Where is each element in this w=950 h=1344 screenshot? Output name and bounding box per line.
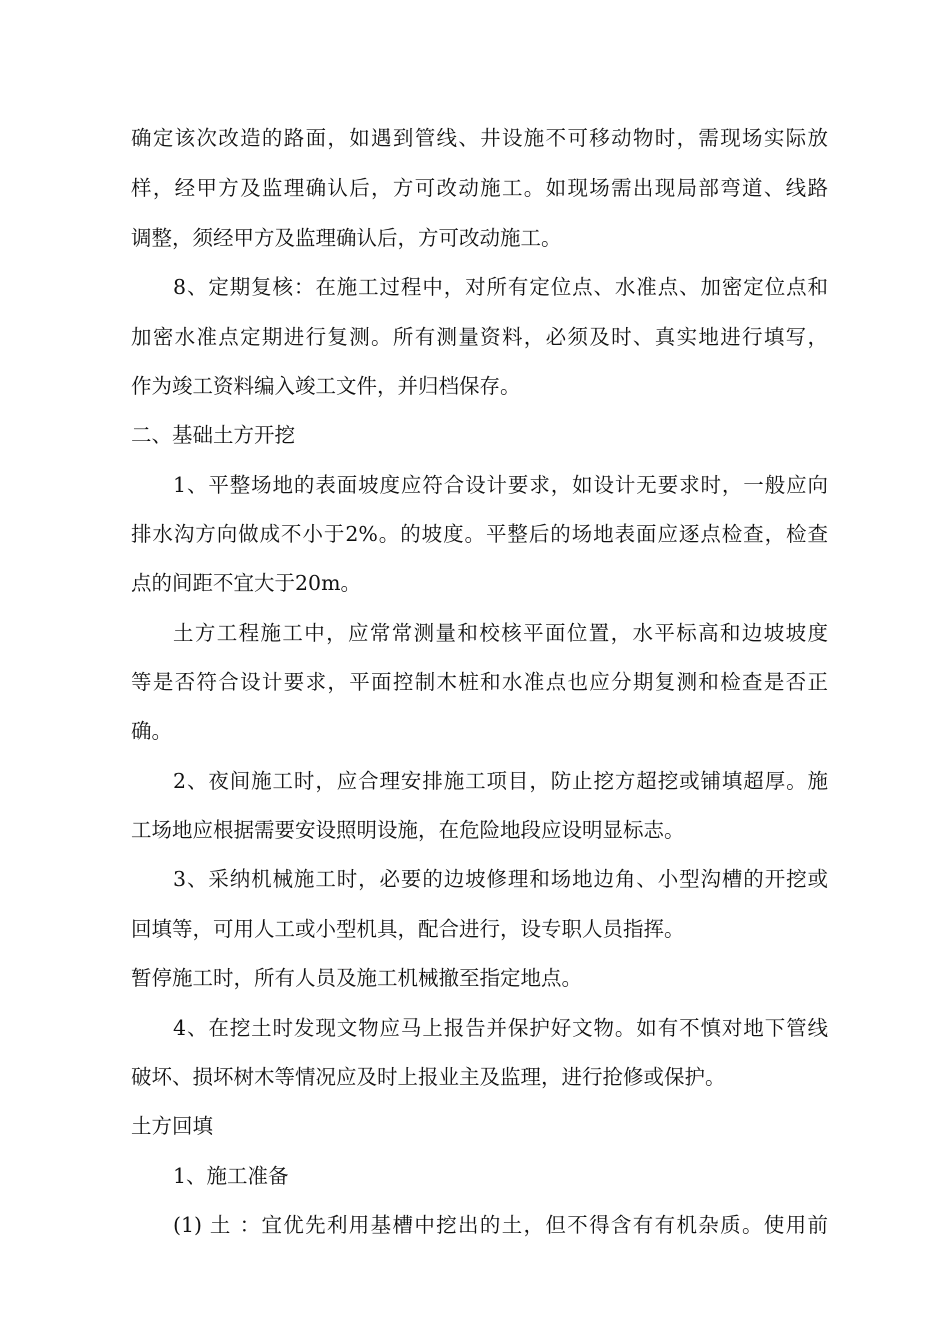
section-heading: 二、基础土方开挖 bbox=[131, 423, 295, 447]
text-line: 2、夜间施工时，应合理安排施工项目，防止挖方超挖或铺填超厚。施 bbox=[173, 769, 828, 793]
text-line: 调整，须经甲方及监理确认后，方可改动施工。 bbox=[131, 226, 562, 250]
text-line: 土方工程施工中，应常常测量和校核平面位置，水平标高和边坡坡度 bbox=[173, 621, 828, 645]
section-heading: 土方回填 bbox=[131, 1114, 213, 1138]
text-line: 确定该次改造的路面，如遇到管线、井设施不可移动物时，需现场实际放 bbox=[131, 126, 828, 150]
text-line: 工场地应根据需要安设照明设施，在危险地段应设明显标志。 bbox=[131, 818, 685, 842]
text-line: 1、平整场地的表面坡度应符合设计要求，如设计无要求时，一般应向 bbox=[173, 473, 828, 497]
text-line: 暂停施工时，所有人员及施工机械撤至指定地点。 bbox=[131, 966, 582, 990]
text-line: 回填等，可用人工或小型机具，配合进行，设专职人员指挥。 bbox=[131, 917, 685, 941]
text-line: 加密水准点定期进行复测。所有测量资料，必须及时、真实地进行填写， bbox=[131, 325, 828, 349]
text-line: 破坏、损坏树木等情况应及时上报业主及监理，进行抢修或保护。 bbox=[131, 1065, 726, 1089]
subsection-heading: 1、施工准备 bbox=[173, 1164, 289, 1188]
text-line: 作为竣工资料编入竣工文件，并归档保存。 bbox=[131, 374, 521, 398]
text-line: 4、在挖土时发现文物应马上报告并保护好文物。如有不慎对地下管线 bbox=[173, 1016, 828, 1040]
text-line: 排水沟方向做成不小于2%。的坡度。平整后的场地表面应逐点检查，检查 bbox=[131, 522, 828, 546]
text-line: 8、定期复核：在施工过程中，对所有定位点、水准点、加密定位点和 bbox=[173, 275, 828, 299]
text-line: 确。 bbox=[131, 719, 172, 743]
text-line: 样，经甲方及监理确认后，方可改动施工。如现场需出现局部弯道、线路 bbox=[131, 176, 828, 200]
text-line: 3、采纳机械施工时，必要的边坡修理和场地边角、小型沟槽的开挖或 bbox=[173, 867, 828, 891]
text-line: 点的间距不宜大于20m。 bbox=[131, 571, 362, 595]
text-line: (1) 土 ：宜优先利用基槽中挖出的土，但不得含有有机杂质。使用前 bbox=[173, 1213, 828, 1237]
text-line: 等是否符合设计要求，平面控制木桩和水准点也应分期复测和检查是否正 bbox=[131, 670, 828, 694]
